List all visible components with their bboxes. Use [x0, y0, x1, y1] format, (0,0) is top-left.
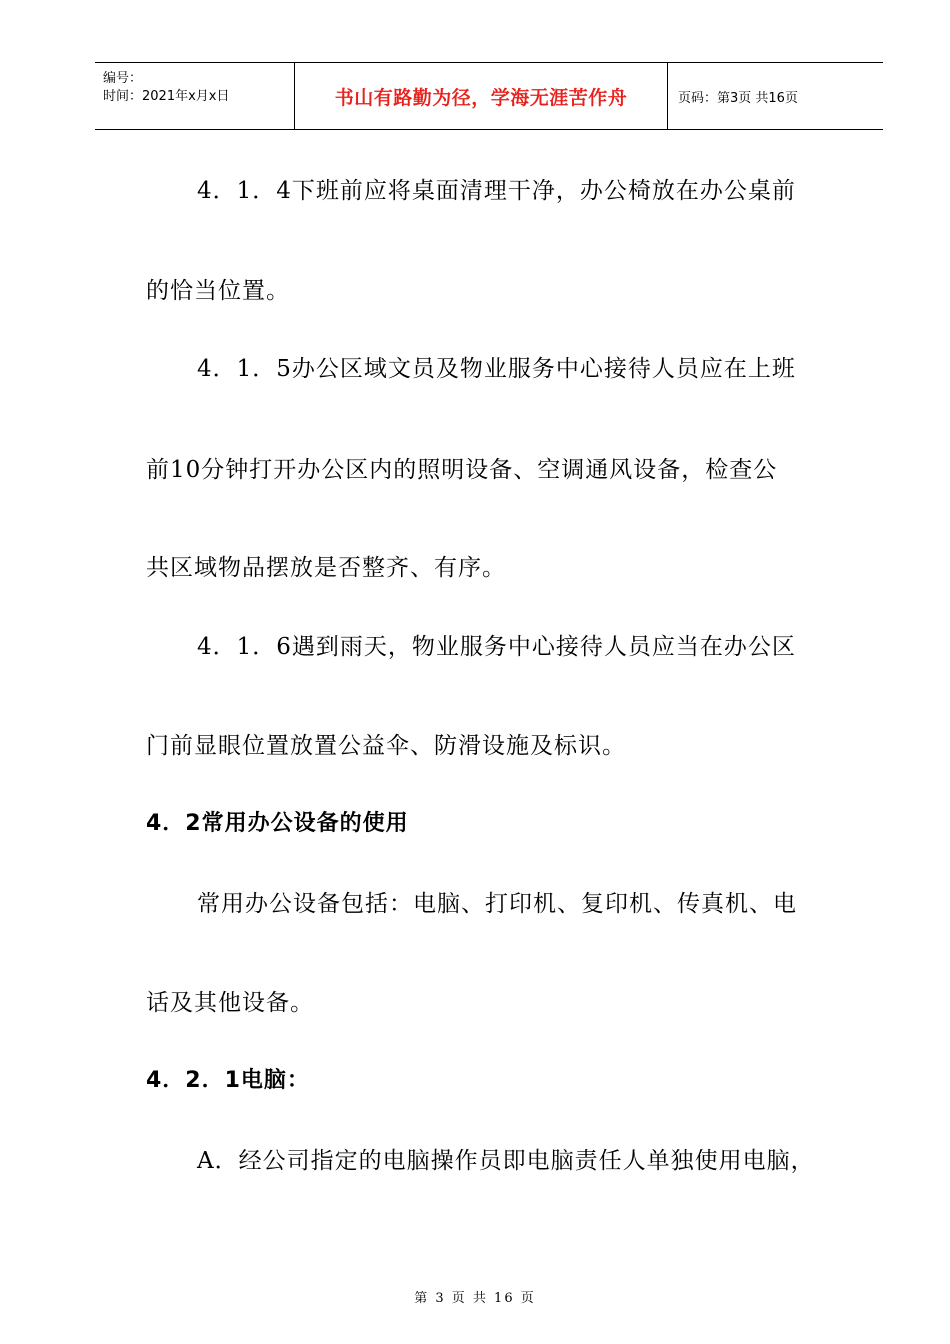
paragraph-line: 常用办公设备包括：电脑、打印机、复印机、传真机、电 [197, 891, 797, 917]
paragraph-line: 话及其他设备。 [146, 990, 314, 1016]
header-motto: 书山有路勤为径，学海无涯苦作舟 [334, 86, 628, 109]
page-footer: 第 3 页 共 16 页 [414, 1291, 536, 1306]
paragraph-line: 4．1．5办公区域文员及物业服务中心接待人员应在上班 [197, 356, 796, 382]
subsection-heading: 4．2．1电脑： [146, 1068, 310, 1093]
paragraph-line: A．经公司指定的电脑操作员即电脑责任人单独使用电脑， [197, 1148, 815, 1174]
header-page-label: 页码：第3页 共16页 [678, 90, 798, 106]
paragraph-line: 前10分钟打开办公区内的照明设备、空调通风设备，检查公 [146, 457, 778, 483]
header-meta-cell [95, 63, 295, 129]
paragraph-line: 4．1．4下班前应将桌面清理干净，办公椅放在办公桌前 [197, 178, 796, 204]
header-page-cell [668, 63, 883, 129]
time-label: 时间：2021年x月x日 [103, 89, 230, 104]
code-label: 编号： [103, 71, 143, 86]
section-heading: 4．2常用办公设备的使用 [146, 811, 409, 836]
page-header [95, 62, 883, 130]
paragraph-line: 门前显眼位置放置公益伞、防滑设施及标识。 [146, 733, 626, 759]
paragraph-line: 共区域物品摆放是否整齐、有序。 [146, 555, 506, 581]
paragraph-line: 4．1．6遇到雨天，物业服务中心接待人员应当在办公区 [197, 634, 796, 660]
paragraph-line: 的恰当位置。 [146, 278, 290, 304]
header-motto-cell [295, 63, 668, 129]
